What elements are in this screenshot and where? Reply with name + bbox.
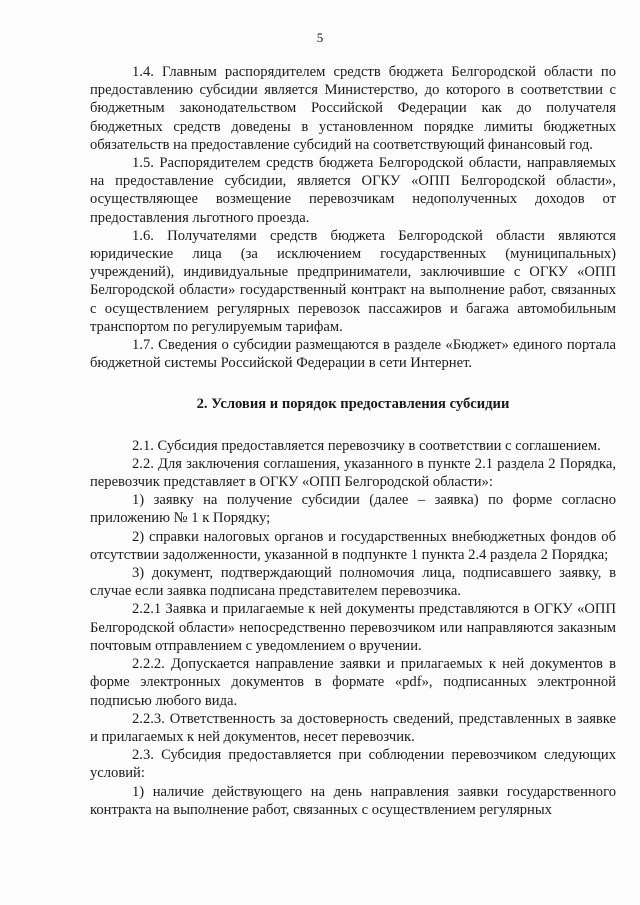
list-item-2-2-3: 3) документ, подтверждающий полномочия лица, подписавшего заявку, в случае если заявка подписана представителем перевозчика. — [90, 565, 616, 600]
list-item-2-3-1: 1) наличие действующего на день направления заявки государственного контракта на выполнение работ, связанных с осуществлением регулярных — [90, 783, 616, 818]
section-2-heading: 2. Условия и порядок предоставления субсидии — [196, 396, 510, 413]
paragraph-2-2-1: 2.2.1 Заявка и прилагаемые к ней документы представляются в ОГКУ «ОПП Белгородской области» непосредственно перевозчиком или направляются заказным почтовым отправлением с уведомлением о вручении. — [90, 601, 616, 654]
paragraph-1-6: 1.6. Получателями средств бюджета Белгородской области являются юридические лица (за исключением государственных (муниципальных) учреждений), индивидуальные предприниматели, заключившие с ОГКУ «ОПП Белгородской области» государственный контракт на выполнение работ, связанных с осуществлением регулярных перевозок пассажиров и багажа автомобильным транспортом по регулируемым тарифам. — [90, 227, 616, 335]
paragraph-2-1: 2.1. Субсидия предоставляется перевозчику в соответствии с соглашением. — [132, 437, 601, 454]
paragraph-2-3: 2.3. Субсидия предоставляется при соблюдении перевозчиком следующих условий: — [90, 747, 616, 782]
paragraph-1-4: 1.4. Главным распорядителем средств бюджета Белгородской области по предоставлению субсидии является Министерство, до которого в соответствии с бюджетным законодательством Российской Федерации как до получателя бюджетных средств доведены в установленном порядке лимиты бюджетных обязательств на предоставление субсидий на соответствующий финансовый год. — [90, 64, 616, 153]
list-item-2-2-1: 1) заявку на получение субсидии (далее – заявка) по форме согласно приложению № 1 к Порядку; — [90, 492, 616, 527]
paragraph-2-2: 2.2. Для заключения соглашения, указанного в пункте 2.1 раздела 2 Порядка, перевозчик представляет в ОГКУ «ОПП Белгородской области»: — [90, 455, 616, 491]
paragraph-2-2-2: 2.2.2. Допускается направление заявки и прилагаемых к ней документов в форме электронных документов в формате «pdf», подписанных электронной подписью любого вида. — [90, 656, 616, 709]
paragraph-1-5: 1.5. Распорядителем средств бюджета Белгородской области, направляемых на предоставление субсидии, является ОГКУ «ОПП Белгородской области», осуществляющее возмещение перевозчикам недополученных доходов от предоставления льготного проезда. — [90, 155, 616, 226]
paragraph-2-2-3: 2.2.3. Ответственность за достоверность сведений, представленных в заявке и прилагаемых к ней документов, несет перевозчик. — [90, 710, 616, 745]
list-item-2-2-2: 2) справки налоговых органов и государственных внебюджетных фондов об отсутствии задолженности, указанной в подпункте 1 пункта 2.4 раздела 2 Порядка; — [90, 528, 616, 563]
page-number: 5 — [316, 30, 324, 45]
document-body — [90, 63, 616, 819]
paragraph-1-7: 1.7. Сведения о субсидии размещаются в разделе «Бюджет» единого портала бюджетной системы Российской Федерации в сети Интернет. — [90, 337, 616, 372]
